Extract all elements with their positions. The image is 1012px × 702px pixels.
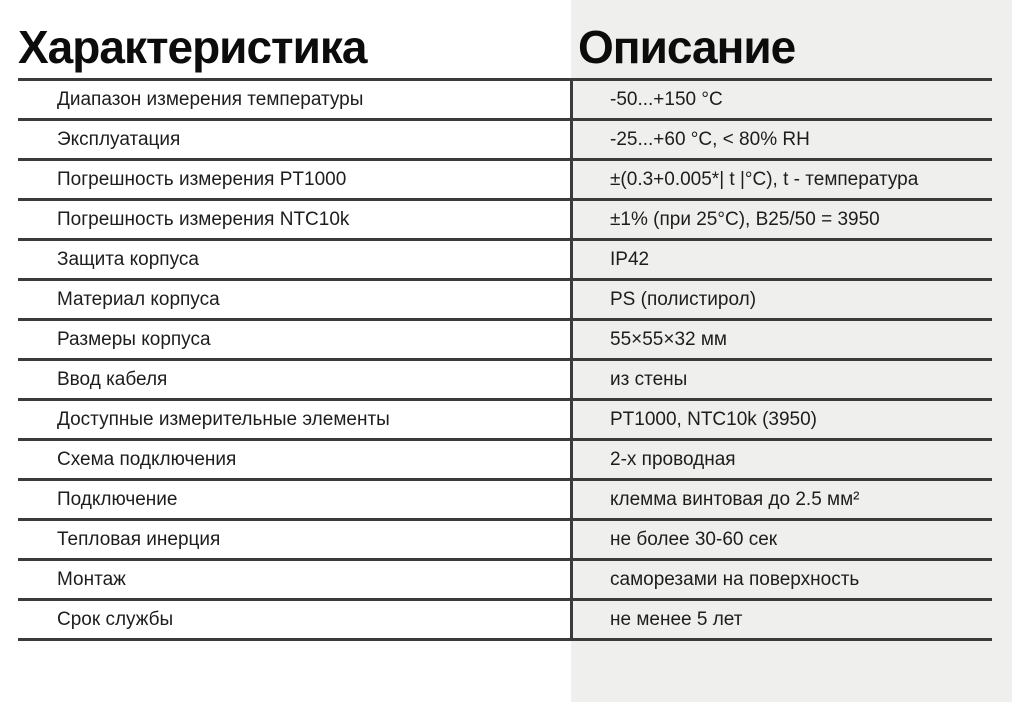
spec-value-cell: ±1% (при 25°C), B25/50 = 3950 — [570, 201, 992, 238]
table-row — [18, 481, 992, 521]
spec-value-cell: из стены — [570, 361, 992, 398]
spec-value-cell: клемма винтовая до 2.5 мм² — [570, 481, 992, 518]
table-row — [18, 361, 992, 401]
spec-value-cell: саморезами на поверхность — [570, 561, 992, 598]
column-header-characteristic: Характеристика — [18, 20, 367, 73]
spec-name-cell: Диапазон измерения температуры — [57, 89, 364, 110]
spec-name-cell: Подключение — [57, 489, 178, 510]
spec-name-cell: Материал корпуса — [57, 289, 220, 310]
table-row — [18, 121, 992, 161]
table-row — [18, 321, 992, 361]
column-header-description: Описание — [578, 20, 796, 73]
spec-value-cell: 55×55×32 мм — [570, 321, 992, 358]
spec-value-cell: не менее 5 лет — [570, 601, 992, 638]
spec-name-cell: Схема подключения — [57, 449, 237, 470]
spec-value-cell: не более 30-60 сек — [570, 521, 992, 558]
spec-name-cell: Монтаж — [57, 569, 126, 590]
spec-name-cell: Доступные измерительные элементы — [57, 409, 390, 430]
spec-name-cell: Погрешность измерения NTC10k — [57, 209, 350, 230]
spec-value-cell: 2-х проводная — [570, 441, 992, 478]
spec-value-cell: -50...+150 °C — [570, 81, 992, 118]
table-row — [18, 401, 992, 441]
spec-name-cell: Ввод кабеля — [57, 369, 168, 390]
spec-value-cell: IP42 — [570, 241, 992, 278]
table-row — [18, 281, 992, 321]
spec-name-cell: Размеры корпуса — [57, 329, 211, 350]
spec-name-cell: Погрешность измерения PT1000 — [57, 169, 347, 190]
spec-value-cell: PS (полистирол) — [570, 281, 992, 318]
table-row — [18, 601, 992, 641]
table-row — [18, 241, 992, 281]
spec-name-cell: Эксплуатация — [57, 129, 181, 150]
table-header-row — [0, 0, 1012, 78]
spec-value-cell: -25...+60 °C, < 80% RH — [570, 121, 992, 158]
spec-value-cell: PT1000, NTC10k (3950) — [570, 401, 992, 438]
spec-value-cell: ±(0.3+0.005*| t |°C), t - температура — [570, 161, 992, 198]
spec-name-cell: Тепловая инерция — [57, 529, 221, 550]
table-row — [18, 521, 992, 561]
spec-name-cell: Защита корпуса — [57, 249, 199, 270]
spec-table — [18, 78, 992, 641]
table-row — [18, 81, 992, 121]
spec-name-cell: Срок службы — [57, 609, 174, 630]
table-row — [18, 441, 992, 481]
table-row — [18, 201, 992, 241]
table-row — [18, 561, 992, 601]
table-row — [18, 161, 992, 201]
